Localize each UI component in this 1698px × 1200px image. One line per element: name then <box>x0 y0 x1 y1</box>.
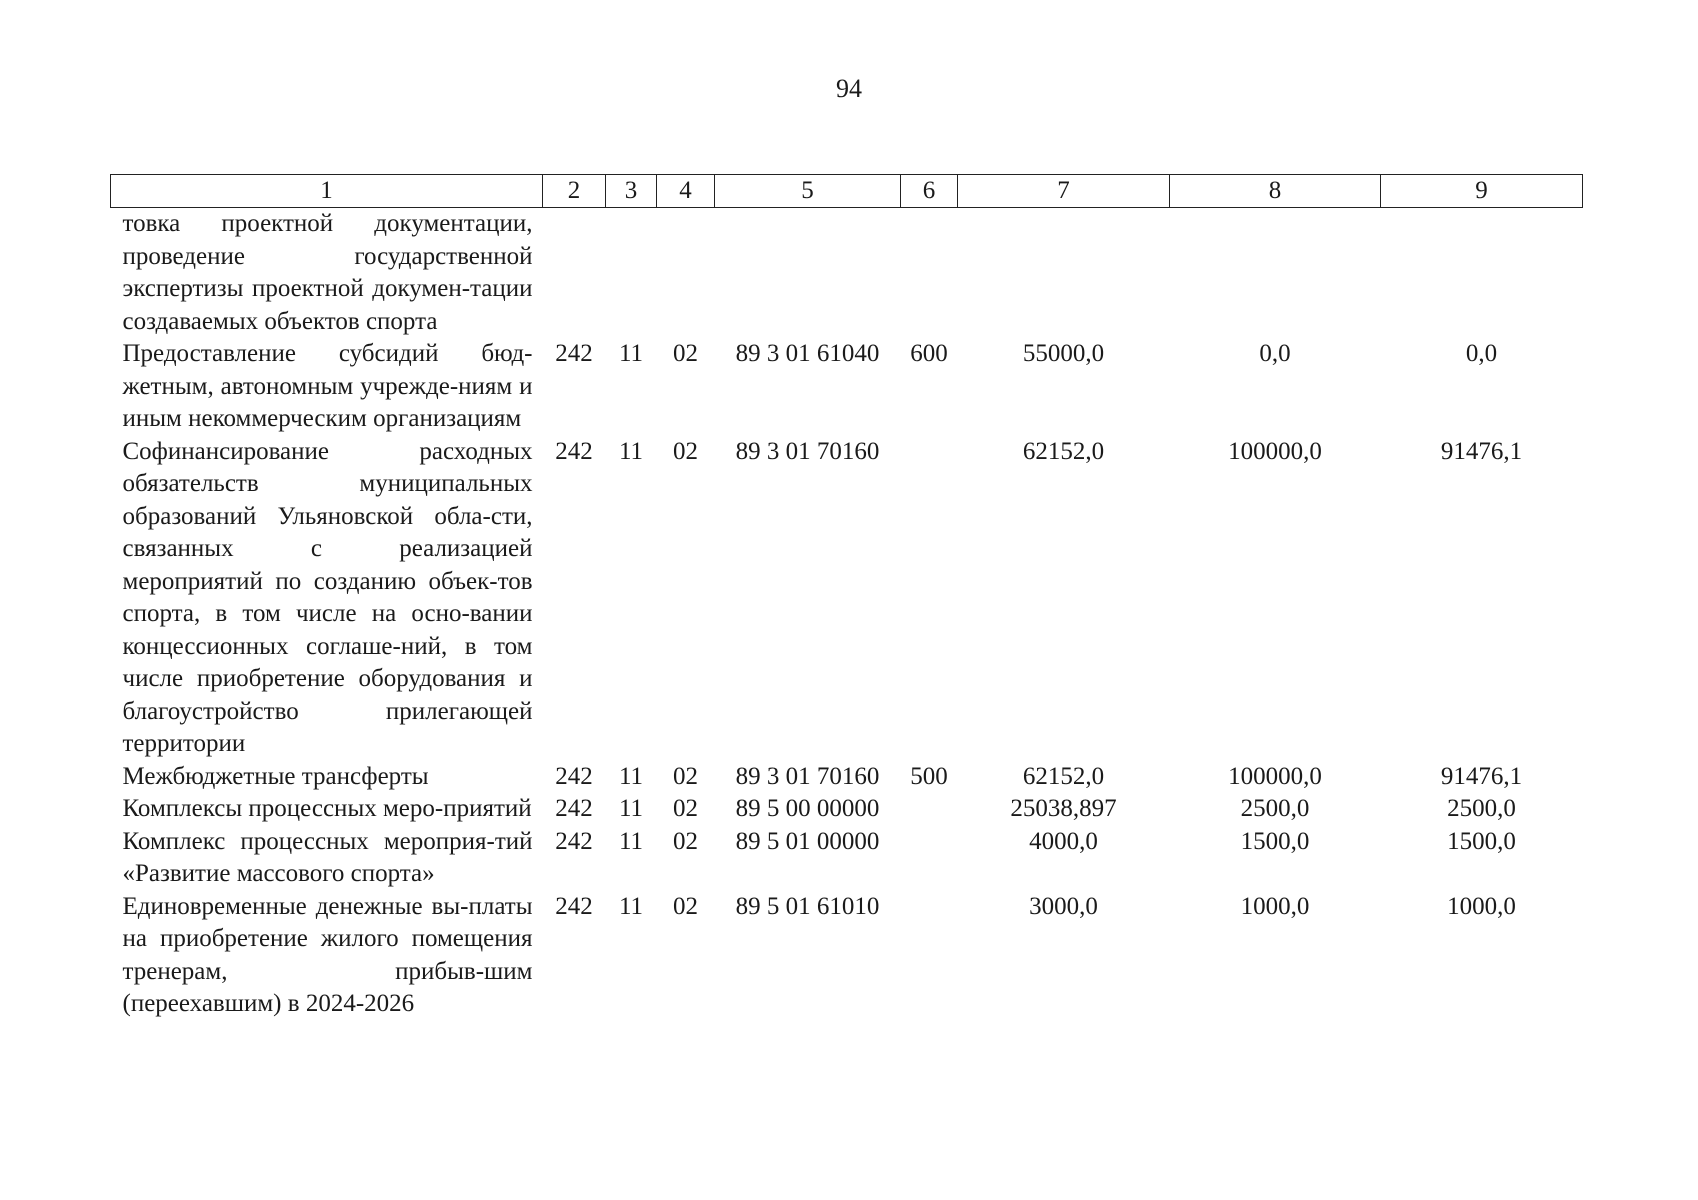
amount-cell-7: 25038,897 <box>1010 795 1117 822</box>
row-name-cell: Комплексы процессных меро-приятий <box>122 795 532 822</box>
code-cell-5: 89 3 01 61040 <box>735 340 880 367</box>
table-header <box>111 175 1583 208</box>
code-cell-2: 242 <box>555 892 593 920</box>
table-row <box>111 338 1583 436</box>
table-body <box>111 208 1583 1021</box>
code-cell-6: 600 <box>910 340 948 367</box>
code-cell-6 <box>901 436 958 761</box>
code-cell-3: 11 <box>618 340 644 367</box>
amount-cell-8: 0,0 <box>1259 340 1291 367</box>
amount-cell-7: 55000,0 <box>1022 340 1105 367</box>
code-cell-4: 02 <box>673 340 698 367</box>
amount-cell-9: 2500,0 <box>1447 795 1516 822</box>
code-cell-5: 89 3 01 70160 <box>735 762 880 790</box>
code-cell-2: 242 <box>555 762 593 790</box>
code-cell-6 <box>901 208 958 339</box>
column-header-7: 7 <box>958 175 1170 208</box>
column-header-4: 4 <box>657 175 715 208</box>
header-row <box>111 175 1583 208</box>
code-cell-6: 500 <box>910 762 948 790</box>
code-cell-5: 89 5 00 00000 <box>735 795 880 822</box>
column-header-1: 1 <box>111 175 543 208</box>
row-name-cell: Межбюджетные трансферты <box>122 762 429 790</box>
amount-cell-8: 2500,0 <box>1240 795 1310 822</box>
column-header-8: 8 <box>1170 175 1381 208</box>
amount-cell-8: 1000,0 <box>1240 892 1310 920</box>
table-row <box>111 891 1583 1021</box>
column-header-5: 5 <box>715 175 901 208</box>
code-cell-3: 11 <box>618 762 644 790</box>
amount-cell-8: 100000,0 <box>1228 437 1322 465</box>
amount-cell-9 <box>1381 208 1583 339</box>
code-cell-5 <box>715 208 901 339</box>
table-row <box>111 436 1583 761</box>
code-cell-6 <box>901 826 958 891</box>
table-row <box>111 793 1583 826</box>
code-cell-2 <box>543 208 606 339</box>
code-cell-3: 11 <box>618 437 644 465</box>
table-row <box>111 826 1583 891</box>
amount-cell-7: 4000,0 <box>1029 827 1098 855</box>
amount-cell-9: 1500,0 <box>1447 827 1516 855</box>
code-cell-3: 11 <box>618 892 644 920</box>
code-cell-3 <box>606 208 657 339</box>
amount-cell-8: 1500,0 <box>1240 827 1310 855</box>
amount-cell-7: 62152,0 <box>1022 762 1105 790</box>
amount-cell-9: 1000,0 <box>1447 892 1516 920</box>
table-row <box>111 761 1583 794</box>
column-header-2: 2 <box>543 175 606 208</box>
row-name-cell: Комплекс процессных мероприя-тий «Развитие массового спорта» <box>122 827 533 887</box>
code-cell-3: 11 <box>618 795 644 822</box>
amount-cell-7: 62152,0 <box>1022 437 1105 465</box>
column-header-6: 6 <box>901 175 958 208</box>
code-cell-4: 02 <box>673 795 698 822</box>
code-cell-2: 242 <box>555 437 593 465</box>
row-name-cell: Софинансирование расходных обязательств муниципальных образований Ульяновской обла-сти, связанных с реализацией мероприятий по созданию объек-тов спорта, в том числе на осно-вании концессионных соглаше-ний, в том числе приобретение оборудования и благоустройство прилегающей территории <box>122 437 533 757</box>
code-cell-2: 242 <box>555 340 593 367</box>
amount-cell-9: 91476,1 <box>1440 762 1523 790</box>
code-cell-5: 89 5 01 61010 <box>735 892 880 920</box>
row-name-cell: товка проектной документации, проведение государственной экспертизы проектной докумен-тации создаваемых объектов спорта <box>122 210 533 335</box>
page-number: 94 <box>836 74 862 103</box>
amount-cell-7 <box>958 208 1170 339</box>
budget-table <box>110 174 1583 1021</box>
code-cell-4: 02 <box>673 827 698 855</box>
code-cell-2: 242 <box>555 827 593 855</box>
amount-cell-7: 3000,0 <box>1029 892 1098 920</box>
code-cell-3: 11 <box>618 827 644 855</box>
code-cell-4: 02 <box>673 892 698 920</box>
amount-cell-9: 91476,1 <box>1440 437 1523 465</box>
amount-cell-8: 100000,0 <box>1228 762 1322 790</box>
code-cell-5: 89 5 01 00000 <box>735 827 880 855</box>
code-cell-5: 89 3 01 70160 <box>735 437 880 465</box>
code-cell-6 <box>901 891 958 1021</box>
column-header-9: 9 <box>1381 175 1583 208</box>
amount-cell-9: 0,0 <box>1465 340 1498 367</box>
column-header-3: 3 <box>606 175 657 208</box>
code-cell-4: 02 <box>673 762 698 790</box>
code-cell-4 <box>657 208 715 339</box>
code-cell-4: 02 <box>673 437 698 465</box>
row-name-cell: Единовременные денежные вы-платы на приобретение жилого помещения тренерам, прибыв-шим (переехавшим) в 2024-2026 <box>122 892 533 1017</box>
amount-cell-8 <box>1170 208 1381 339</box>
code-cell-2: 242 <box>555 795 593 822</box>
code-cell-6 <box>901 793 958 826</box>
table-row <box>111 208 1583 339</box>
row-name-cell: Предоставление субсидий бюд-жетным, автономным учрежде-ниям и иным некоммерческим организациям <box>122 340 533 432</box>
